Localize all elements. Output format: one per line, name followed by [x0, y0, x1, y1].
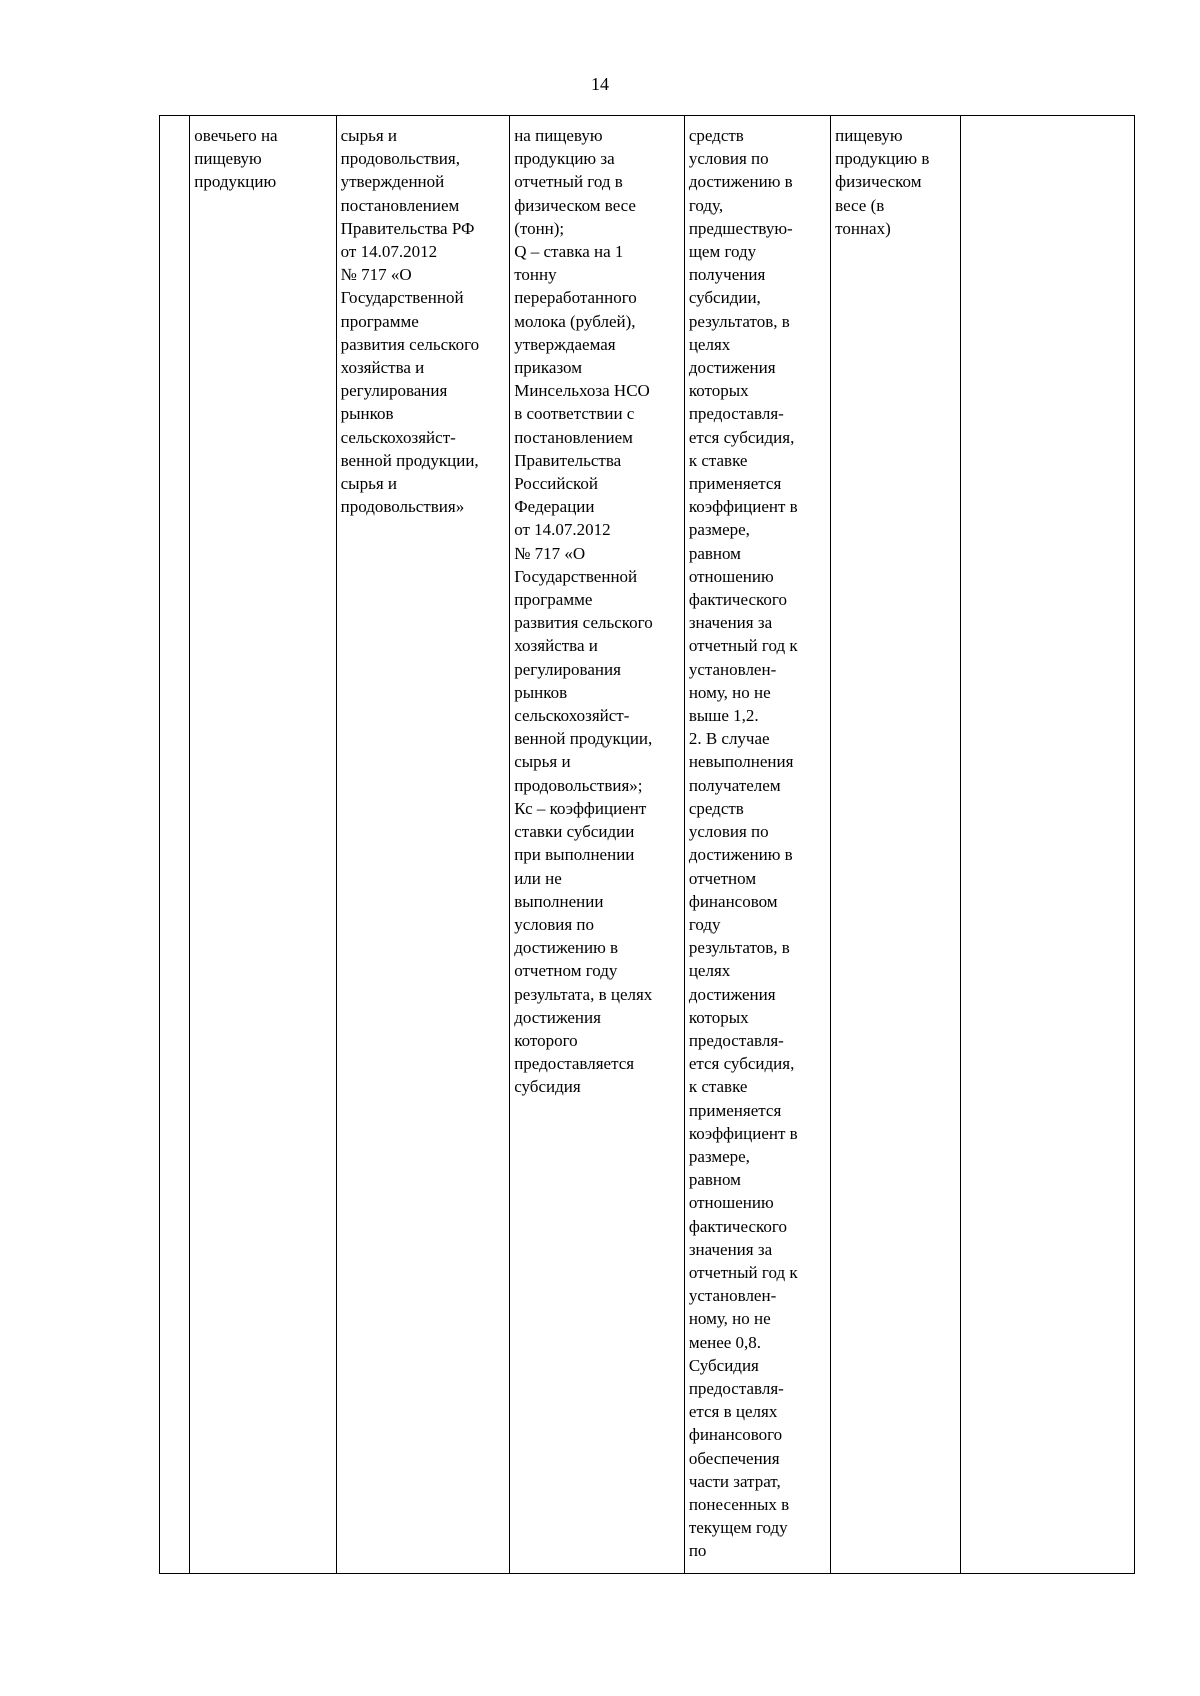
- document-table: [159, 115, 1135, 1574]
- table-row: [160, 116, 1135, 1574]
- table-cell-col1: [160, 116, 190, 1574]
- table-cell-col2: овечьего на пищевую продукцию: [190, 116, 336, 1574]
- table-cell-col6: пищевую продукцию в физическом весе (в тоннах): [831, 116, 961, 1574]
- table-cell-col7: [961, 116, 1135, 1574]
- table-cell-col5: средств условия по достижению в году, предшествую- щем году получения субсидии, результатов, в целях достижения которых предоставля- ется субсидия, к ставке применяется коэффициент в размере, равном отношению фактического значения за отчетный год к установлен- ному, но не выше 1,2. 2. В случае невыполнения получателем средств условия по достижению в отчетном финансовом году результатов, в целях достижения которых предоставля- ется субсидия, к ставке применяется коэффициент в размере, равном отношению фактического значения за отчетный год к установлен- ному, но не менее 0,8. Субсидия предоставля- ется в целях финансового обеспечения части затрат, понесенных в текущем году по: [684, 116, 830, 1574]
- table-cell-col3: сырья и продовольствия, утвержденной постановлением Правительства РФ от 14.07.2012 № 717 «О Государственной программе развития сельского хозяйства и регулирования рынков сельскохозяйст- венной продукции, сырья и продовольствия»: [336, 116, 510, 1574]
- page-number: 14: [591, 74, 609, 94]
- table-cell-col4: на пищевую продукцию за отчетный год в физическом весе (тонн); Q – ставка на 1 тонну переработанного молока (рублей), утверждаемая приказом Минсельхоза НСО в соответствии с постановлением Правительства Российской Федерации от 14.07.2012 № 717 «О Государственной программе развития сельского хозяйства и регулирования рынков сельскохозяйст- венной продукции, сырья и продовольствия»; Кс – коэффициент ставки субсидии при выполнении или не выполнении условия по достижению в отчетном году результата, в целях достижения которого предоставляется субсидия: [510, 116, 685, 1574]
